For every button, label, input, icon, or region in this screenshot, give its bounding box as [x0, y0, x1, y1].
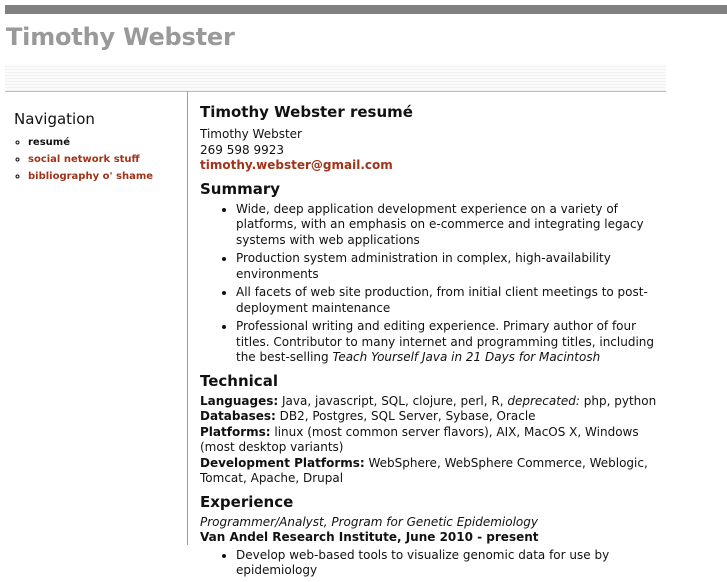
summary-list — [200, 202, 658, 366]
list-item — [236, 202, 658, 249]
summary-text: Wide, deep application development experience on a variety of platforms, with an emphasis on e-commerce and integrating legacy systems with web applications — [236, 201, 644, 247]
sidebar-item-label[interactable]: bibliography o' shame — [28, 171, 154, 182]
contact-email-link[interactable]: timothy.webster@gmail.com — [200, 158, 393, 172]
summary-text: Professional writing and editing experience. Primary author of four titles. Contributor to many internet and programming titles, including the best-selling — [236, 319, 655, 364]
deprecated-value: php, python — [579, 393, 657, 408]
job-title: Programmer/Analyst, Program for Genetic Epidemiology — [200, 514, 538, 529]
technical-databases — [200, 409, 658, 425]
technical-platforms — [200, 425, 658, 456]
column-divider — [187, 91, 188, 545]
technical-heading: Technical — [200, 371, 278, 390]
job-bullet-text: Develop web-based tools to visualize genomic data for use by epidemiology — [236, 547, 610, 577]
sidebar — [14, 110, 174, 185]
sidebar-item-label[interactable]: social network stuff — [28, 154, 140, 165]
sidebar-item-social[interactable] — [28, 151, 174, 168]
platforms-value: linux (most common server flavors), AIX, MacOS X, Windows (most desktop variants) — [200, 424, 639, 454]
dev-platforms-label: Development Platforms: — [200, 455, 365, 470]
sidebar-item-label[interactable]: resumé — [28, 137, 70, 148]
technical-languages — [200, 394, 658, 410]
site-title: Timothy Webster — [6, 23, 235, 51]
header-band — [5, 64, 666, 92]
sidebar-heading: Navigation — [14, 110, 95, 128]
list-item — [236, 319, 658, 366]
list-item — [236, 251, 658, 282]
book-title: Teach Yourself Java in 21 Days for Macintosh — [332, 350, 601, 364]
experience-heading: Experience — [200, 492, 294, 511]
page-title: Timothy Webster resumé — [200, 103, 413, 121]
top-bar — [5, 5, 727, 14]
contact-phone: 269 598 9923 — [200, 142, 284, 157]
list-item — [236, 548, 658, 579]
dev-platforms-value: WebSphere, WebSphere Commerce, Weblogic, Tomcat, Apache, Drupal — [200, 455, 648, 485]
resume-content — [200, 102, 658, 582]
technical-dev-platforms — [200, 456, 658, 487]
sidebar-item-resume[interactable] — [28, 134, 174, 151]
sidebar-item-bibliography[interactable] — [28, 168, 174, 185]
list-item — [236, 285, 658, 316]
summary-text: Production system administration in complex, high-availability environments — [236, 251, 611, 281]
deprecated-label: deprecated: — [507, 393, 580, 408]
contact-name: Timothy Webster — [200, 127, 302, 141]
databases-value: DB2, Postgres, SQL Server, Sybase, Oracle — [275, 409, 536, 423]
summary-text: All facets of web site production, from initial client meetings to post-deployment maintenance — [236, 285, 648, 315]
job-org: Van Andel Research Institute, June 2010 - present — [200, 530, 539, 544]
languages-label: Languages: — [200, 393, 279, 408]
summary-heading: Summary — [200, 179, 281, 198]
languages-value: Java, javascript, SQL, clojure, perl, R, — [278, 393, 508, 408]
job-bullets — [200, 548, 658, 579]
sidebar-nav-list — [14, 134, 174, 185]
databases-label: Databases: — [200, 409, 276, 423]
platforms-label: Platforms: — [200, 424, 271, 439]
